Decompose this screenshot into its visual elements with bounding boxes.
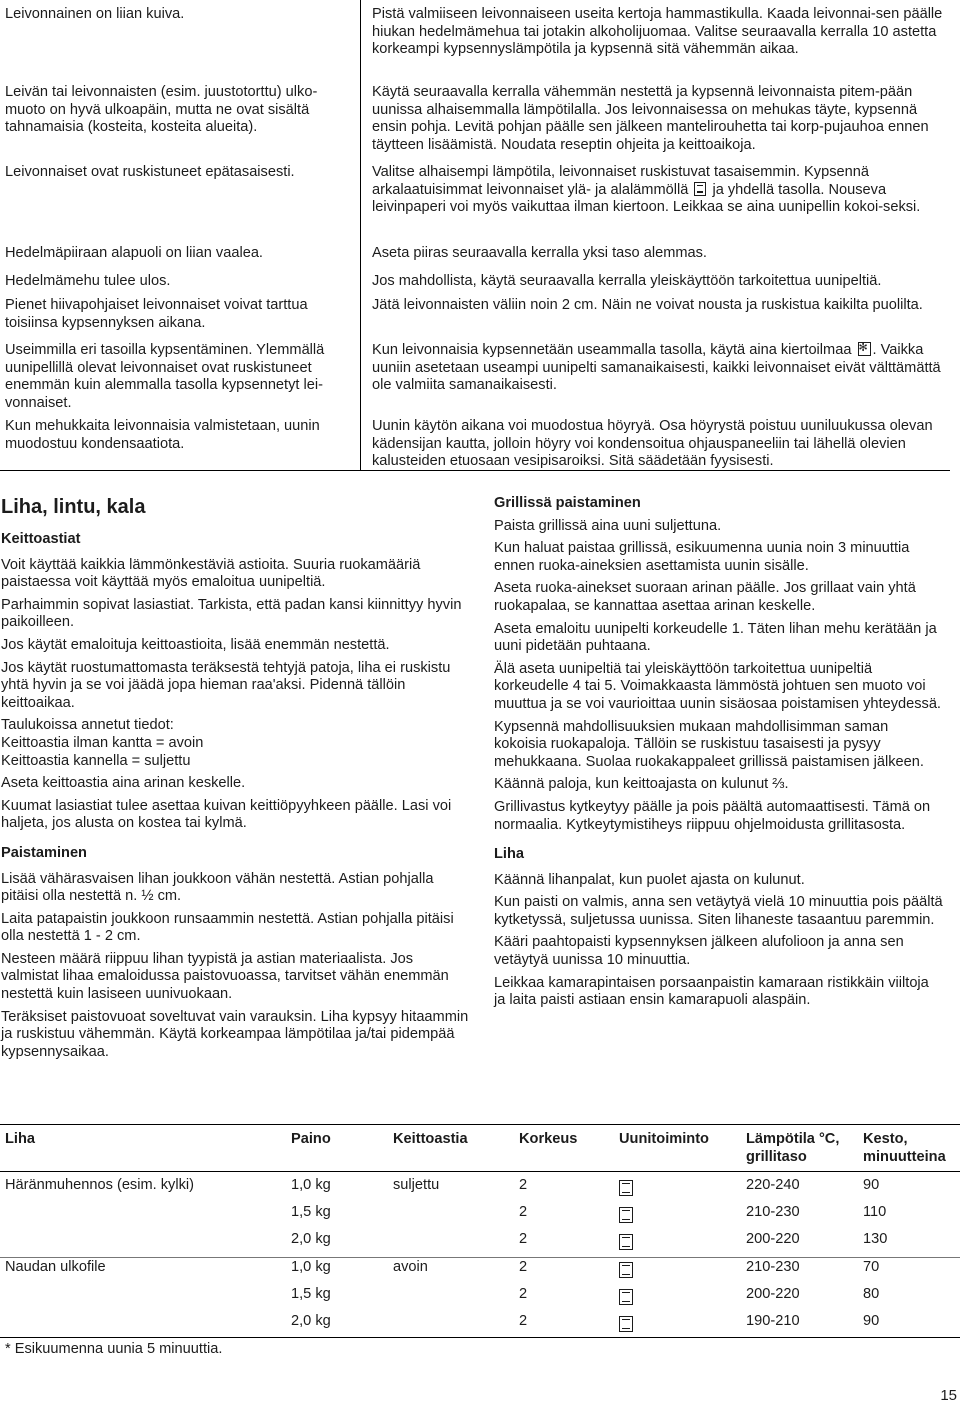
fan-heat-icon <box>858 342 871 356</box>
table-cell-weight: 2,0 kg <box>291 1231 331 1247</box>
table-cell-level: 2 <box>519 1286 528 1302</box>
table-cell-time: 90 <box>863 1177 880 1193</box>
table-cell-level: 2 <box>519 1313 528 1329</box>
column-header: Paino <box>291 1131 331 1147</box>
paragraph: Käännä paloja, kun keittoajasta on kulunut ⅔. <box>494 776 789 793</box>
subheading: Keittoastiat <box>1 531 81 547</box>
paragraph: Paista grillissä aina uuni suljettuna. <box>494 517 722 534</box>
paragraph: Aseta keittoastia aina arinan keskelle. <box>1 775 246 792</box>
table-row <box>0 1231 960 1255</box>
table-cell-level: 2 <box>519 1259 528 1275</box>
table-footnote: * Esikuumenna uunia 5 minuuttia. <box>5 1341 223 1357</box>
table-divider <box>360 0 361 470</box>
solution-cell: Aseta piiras seuraavalla kerralla yksi taso alemmas. <box>372 245 707 261</box>
paragraph: Kun paisti on valmis, anna sen vetäytyä vielä 10 minuuttia pois päältä kytketyssä, suljetussa uunissa. Siten lihaneste tasaantuu paremmin. <box>494 894 943 928</box>
column-header: Uunitoiminto <box>619 1131 709 1147</box>
table-row <box>0 1313 960 1337</box>
problem-cell: Useimmilla eri tasoilla kypsentäminen. Ylemmällä uunipellillä olevat leivonnaiset ovat ruskistuneet enemmän kuin alemmalla tasolla kypsennetyt lei-vonnaiset. <box>5 342 325 411</box>
top-bottom-heat-icon <box>619 1207 633 1223</box>
section-heading: Liha, lintu, kala <box>1 496 146 518</box>
table-cell-time: 70 <box>863 1259 880 1275</box>
paragraph: Kypsennä mahdollisuuksien mukaan mahdollisimman saman kokoisia ruokapaloja. Tällöin se ruskistuu tasaisesti ja pysyy mehukkaana. Suolaa ruokakappaleet grillissä paistamisen jälkeen. <box>494 718 924 770</box>
right-column <box>494 495 944 1010</box>
problem-cell: Hedelmämehu tulee ulos. <box>5 273 171 289</box>
paragraph: Jos käytät emaloituja keittoastioita, lisää enemmän nestettä. <box>1 636 390 653</box>
top-bottom-heat-icon <box>694 182 706 196</box>
problem-cell: Hedelmäpiiraan alapuoli on liian vaalea. <box>5 245 263 261</box>
solution-cell: Käytä seuraavalla kerralla vähemmän nestettä ja kypsennä leivonnaista pitem-pään uunissa alhaisemmalla lämpötilalla. Jos leivonnaisessa on mehukas täyte, kypsennä ensin pohja. Levitä pohjan päälle sen jälkeen mantelirouhetta tai korp-pujauhoa ennen täytteen lisäämistä. Noudata reseptin ohjeita ja keittoaikoja. <box>372 84 929 153</box>
table-cell-temp: 220-240 <box>746 1177 800 1193</box>
column-header: Lämpötila °C, grillitaso <box>746 1131 840 1165</box>
table-cell-level: 2 <box>519 1204 528 1220</box>
left-column <box>1 495 471 1061</box>
paragraph: Lisää vähärasvaisen lihan joukkoon vähän nestettä. Astian pohjalla pitäisi olla nestettä n. ½ cm. <box>1 870 434 905</box>
paragraph: Aseta emaloitu uunipelti korkeudelle 1. Täten lihan mehu kerätään ja uuni pidetään puhtaana. <box>494 620 937 655</box>
table-cell-time: 80 <box>863 1286 880 1302</box>
page-number: 15 <box>940 1387 957 1404</box>
table-cell-time: 90 <box>863 1313 880 1329</box>
paragraph: Käännä lihanpalat, kun puolet ajasta on kulunut. <box>494 871 805 888</box>
paragraph: Voit käyttää kaikkia lämmönkestäviä astioita. Suuria ruokamääriä paistaessa voit käyttää myös emaloitua uunipeltiä. <box>1 556 421 591</box>
column-header: Kesto, minuutteina <box>863 1131 946 1165</box>
paragraph: Parhaimmin sopivat lasiastiat. Tarkista, että padan kansi kiinnittyy hyvin paikoilleen. <box>1 596 462 631</box>
top-bottom-heat-icon <box>619 1234 633 1250</box>
column-header: Korkeus <box>519 1131 578 1147</box>
paragraph: Nesteen määrä riippuu lihan tyypistä ja astian materiaalista. Jos valmistat lihaa emaloidussa paistovuoassa, tarvitset vähän enemmän nestettä kuin lasiseen uunivuokaan. <box>1 950 449 1003</box>
solution-cell <box>372 164 952 217</box>
paragraph: Kääri paahtopaisti kypsennyksen jälkeen alufolioon ja anna sen vetäytyä uunissa 10 minuuttia. <box>494 934 904 969</box>
table-cell-dish: suljettu <box>393 1177 440 1193</box>
table-cell-weight: 2,0 kg <box>291 1313 331 1329</box>
top-bottom-heat-icon <box>619 1289 633 1305</box>
top-bottom-heat-icon <box>619 1262 633 1278</box>
solution-text: ja yhdellä tasolla. Nouseva leivinpaperi voi myös vaikuttaa ilman kiertoon. Leikkaa se aina uunipellin kokoi-seksi. <box>372 181 921 216</box>
problem-cell: Pienet hiivapohjaiset leivonnaiset voivat tarttua toisiinsa kypsennyksen aikana. <box>5 297 308 331</box>
table-row <box>0 1286 960 1310</box>
table-cell-weight: 1,5 kg <box>291 1286 331 1302</box>
top-bottom-heat-icon <box>619 1316 633 1332</box>
paragraph: Älä aseta uunipeltiä tai yleiskäyttöön tarkoitettua uunipeltiä korkeudelle 4 tai 5. Voimakkaasta lämmöstä johtuen sen muoto voi muuttua ja se voi vaurioittaa uunin sisäosaa poistamisen yhteydessä. <box>494 660 941 712</box>
solution-cell: Jätä leivonnaisten väliin noin 2 cm. Näin ne voivat nousta ja ruskistua kaikilta puolilta. <box>372 297 923 313</box>
table-cell-weight: 1,0 kg <box>291 1177 331 1193</box>
solution-text: Kun leivonnaisia kypsennetään useammalla tasolla, käytä aina kiertoilmaa <box>372 342 852 358</box>
table-cell-level: 2 <box>519 1177 528 1193</box>
column-header: Liha <box>5 1131 35 1147</box>
table-row <box>0 1204 960 1228</box>
problem-cell: Leivän tai leivonnaisten (esim. juustotorttu) ulko-muoto on hyvä ulkoapäin, mutta ne ovat sisältä tahnamaisia (kosteita, kosteita alueita). <box>5 84 318 136</box>
problem-cell: Leivonnainen on liian kuiva. <box>5 6 185 22</box>
table-cell-temp: 200-220 <box>746 1286 800 1302</box>
paragraph: Leikkaa kamarapintaisen porsaanpaistin kamaraan ristikkäin viiltoja ja laita paisti astiaan ensin kamarapuoli alaspäin. <box>494 974 929 1009</box>
problem-cell: Leivonnaiset ovat ruskistuneet epätasaisesti. <box>5 164 295 180</box>
group-divider <box>0 1257 960 1258</box>
table-row <box>0 1259 960 1283</box>
table-cell-temp: 210-230 <box>746 1259 800 1275</box>
header-line <box>0 1171 960 1172</box>
solution-text: Valitse alhaisempi lämpötila, leivonnaiset ruskistuvat tasaisemmin. Kypsennä arkalaatuisimmat leivonnaiset ylä- ja alalämmöllä <box>372 164 869 198</box>
paragraph: Aseta ruoka-ainekset suoraan arinan päälle. Jos grillaat vain yhtä ruokapalaa, se kannattaa asettaa arinan keskelle. <box>494 580 916 614</box>
table-cell-weight: 1,0 kg <box>291 1259 331 1275</box>
table-cell-temp: 190-210 <box>746 1313 800 1329</box>
paragraph: Teräksiset paistovuoat soveltuvat vain varauksin. Liha kypsyy hitaammin ja ruskistuu vähemmän. Käytä korkeampaa lämpötilaa ja/tai pidempää kypsennysaikaa. <box>1 1008 469 1060</box>
solution-cell: Pistä valmiiseen leivonnaiseen useita kertoja hammastikulla. Kaada leivonnai-sen päälle hiukan hedelmämehua tai jotakin alkoholijuomaa. Valitse seuraavalla kerralla 10 astetta korkeampi kypsennyslämpötila ja kypsennä sitä vähemmän aikaa. <box>372 6 943 58</box>
problem-cell: Kun mehukkaita leivonnaisia valmistetaan, uunin muodostuu kondensaatiota. <box>5 418 320 452</box>
paragraph: Jos käytät ruostumattomasta teräksestä tehtyjä patoja, liha ei ruskistu yhtä hyvin ja se voi jäädä jopa hieman raa'aksi. Pidennä tällöin keittoaikaa. <box>1 659 451 711</box>
solution-cell: Jos mahdollista, käytä seuraavalla kerralla yleiskäyttöön tarkoitettua uunipeltiä. <box>372 273 882 289</box>
paragraph: Grillivastus kytkeytyy päälle ja pois päältä automaattisesti. Tämä on normaalia. Kytkeytymistiheys riippuu ohjelmoidusta grillitasosta. <box>494 798 931 833</box>
column-header: Keittoastia <box>393 1131 468 1147</box>
subheading: Paistaminen <box>1 844 87 861</box>
table-top-line <box>0 1124 960 1125</box>
table-cell-weight: 1,5 kg <box>291 1204 331 1220</box>
table-cell-temp: 200-220 <box>746 1231 800 1247</box>
paragraph: Taulukoissa annetut tiedot: <box>1 717 174 734</box>
top-bottom-heat-icon <box>619 1180 633 1196</box>
table-cell-temp: 210-230 <box>746 1204 800 1220</box>
table-cell-name: Naudan ulkofile <box>5 1259 106 1275</box>
table-cell-level: 2 <box>519 1231 528 1247</box>
paragraph: Keittoastia ilman kantta = avoin <box>1 734 204 751</box>
table-cell-name: Häränmuhennos (esim. kylki) <box>5 1177 194 1193</box>
paragraph: Kun haluat paistaa grillissä, esikuumenna uunia noin 3 minuuttia ennen ruoka-aineksien asettamista uunin sisälle. <box>494 540 910 574</box>
solution-cell <box>372 342 947 395</box>
paragraph: Laita patapaistin joukkoon runsaammin nestettä. Astian pohjalla pitäisi olla nestettä 1 - 2 cm. <box>1 910 454 945</box>
table-cell-time: 130 <box>863 1231 888 1247</box>
subheading: Liha <box>494 846 524 863</box>
paragraph: Keittoastia kannella = suljettu <box>1 752 191 769</box>
table-bottom-line <box>0 1337 960 1338</box>
table-cell-time: 110 <box>863 1204 887 1220</box>
paragraph: Kuumat lasiastiat tulee asettaa kuivan keittiöpyyhkeen päälle. Lasi voi haljeta, jos alusta on kostea tai kylmä. <box>1 797 452 832</box>
subheading: Grillissä paistaminen <box>494 495 641 511</box>
table-cell-dish: avoin <box>393 1259 428 1275</box>
table-row <box>0 1177 960 1201</box>
solution-text: . Vaikka uuniin asetetaan useampi uunipelti samanaikaisesti, kaikki leivonnaiset eivät välttämättä ole valmiita samanaikaisesti. <box>372 342 941 394</box>
solution-cell: Uunin käytön aikana voi muodostua höyryä. Osa höyrystä poistuu uuniluukussa olevan kädensijan kautta, jolloin höyry voi kondensoitua ohjauspaneeliin tai lähellä olevien kalusteiden etuosaan vesipisaroiksi. Sitä säädetään fyysisesti. <box>372 418 933 470</box>
